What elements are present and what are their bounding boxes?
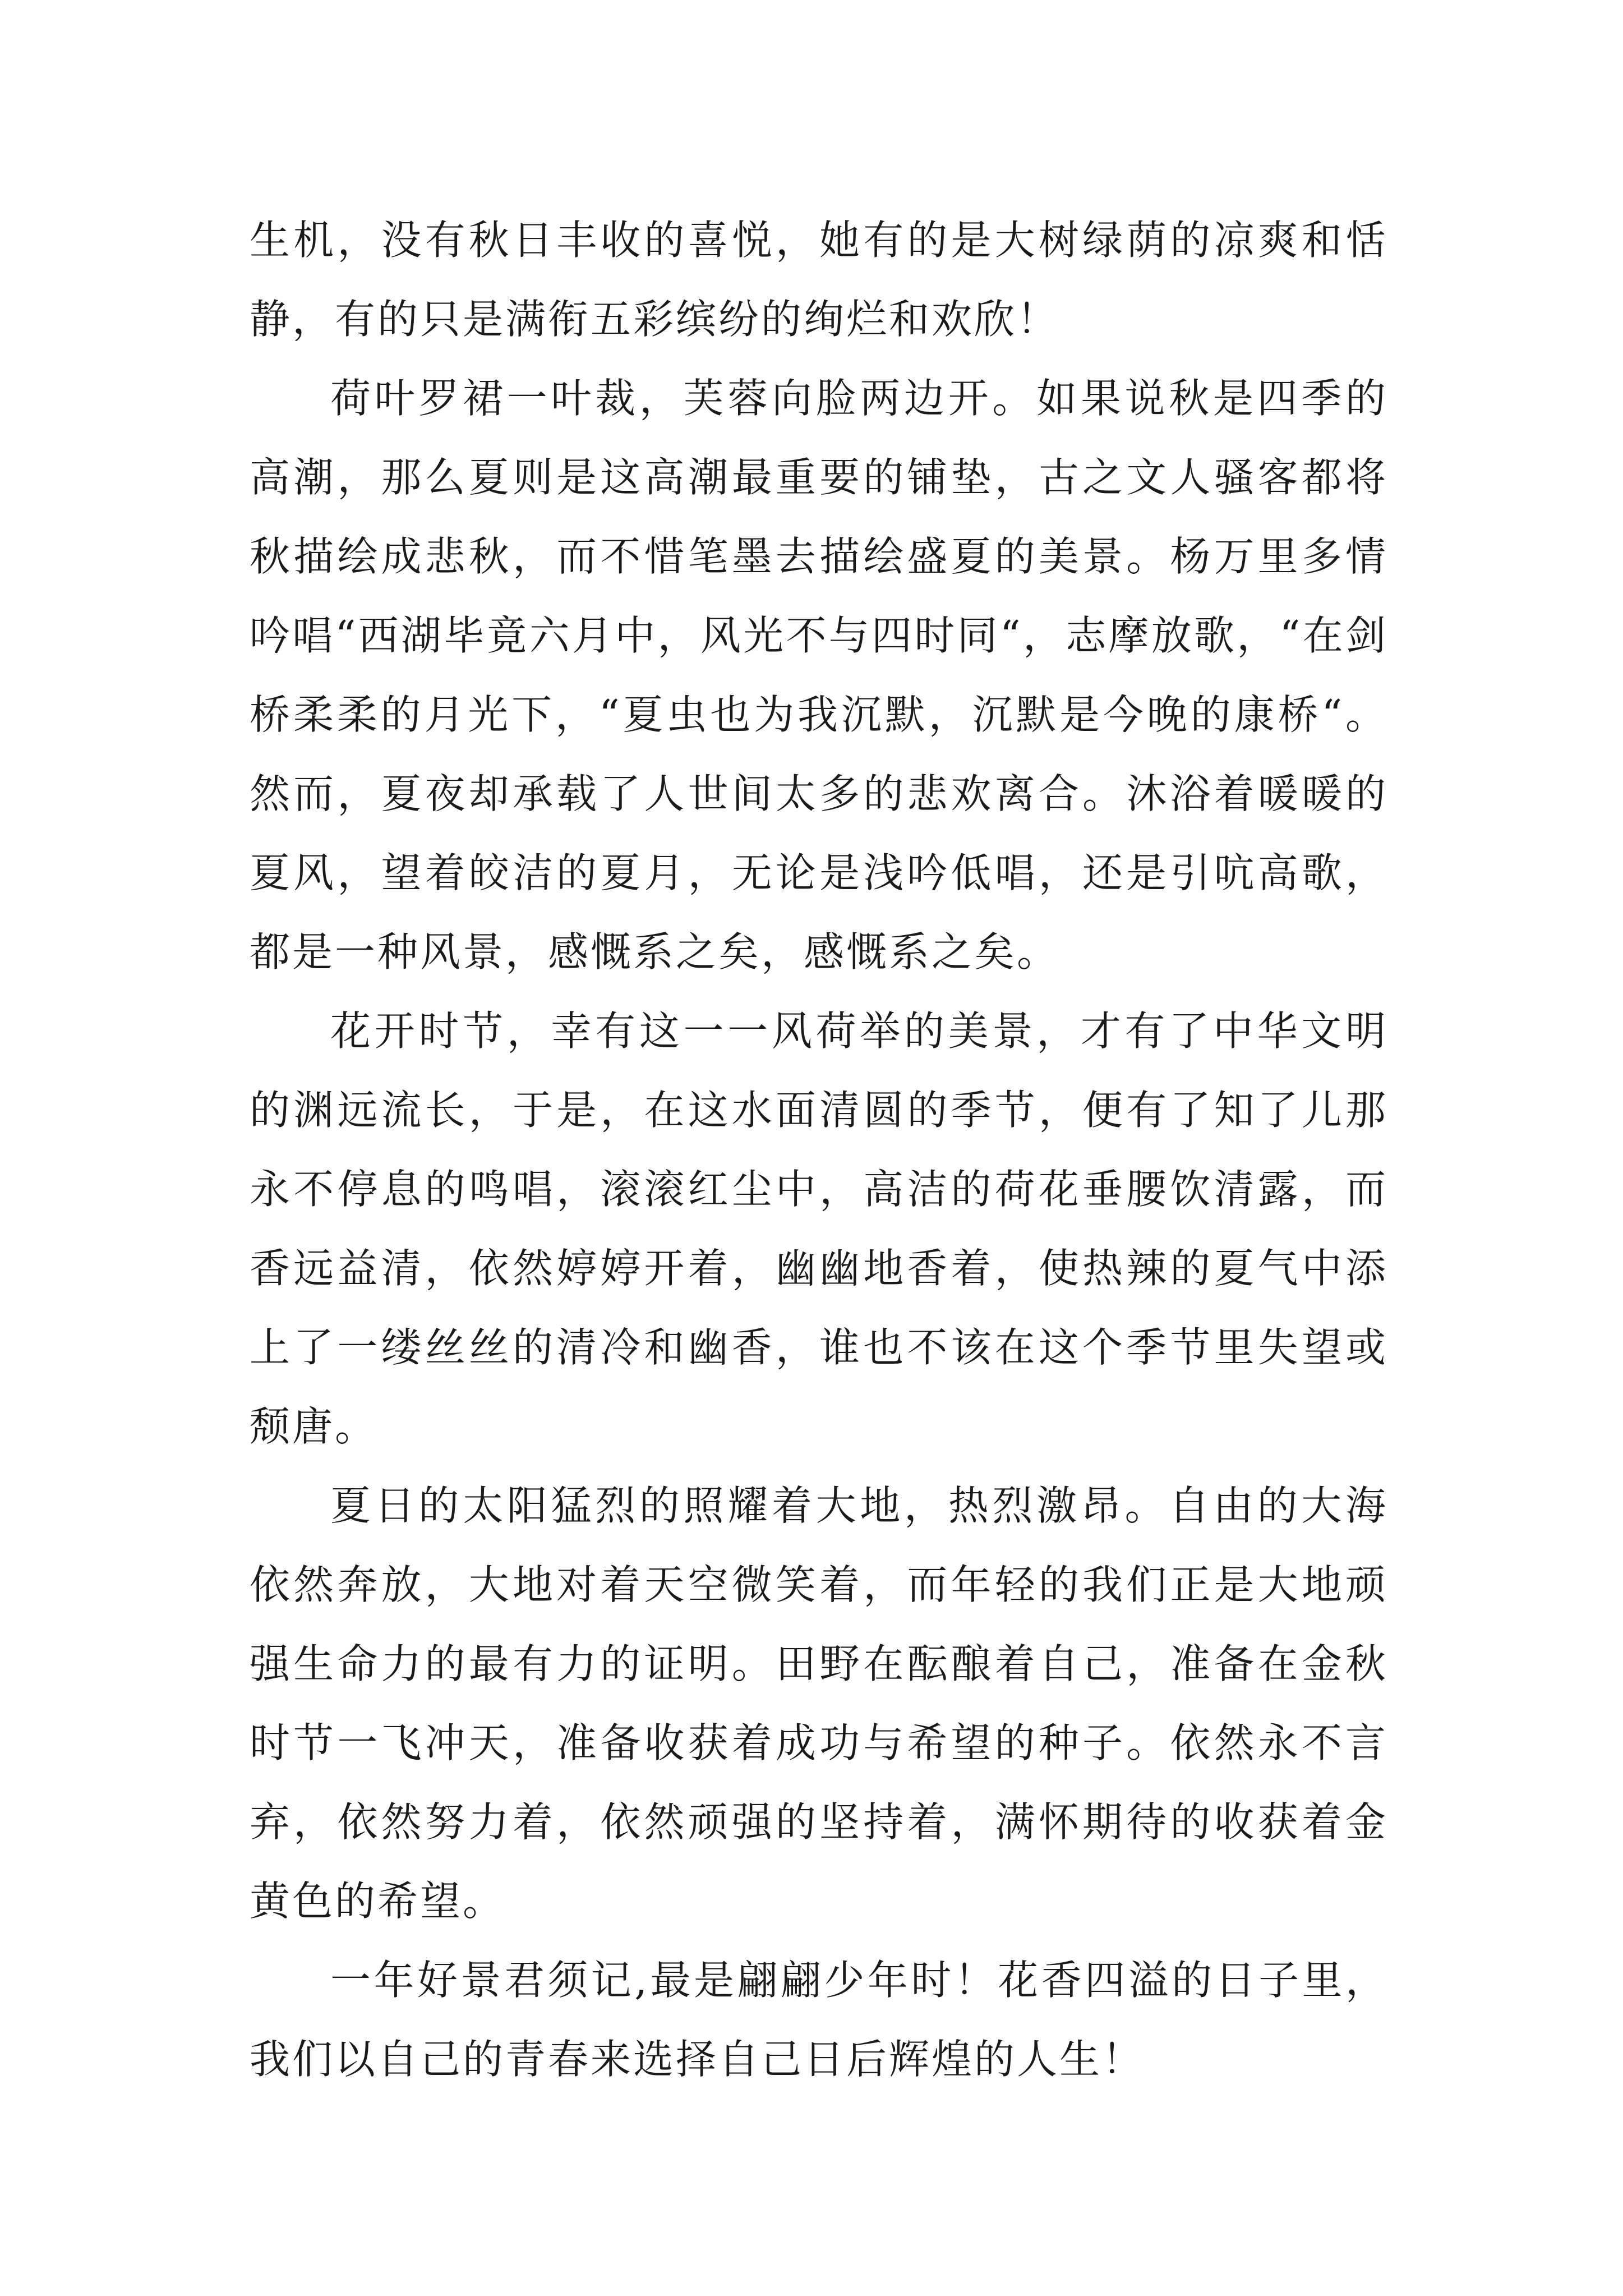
paragraph-1: 生机，没有秋日丰收的喜悦，她有的是大树绿荫的凉爽和恬静，有的只是满衔五彩缤纷的绚烂和欢欣！ bbox=[250, 217, 1388, 343]
paragraph-2: 荷叶罗裙一叶裁，芙蓉向脸两边开。如果说秋是四季的高潮，那么夏则是这高潮最重要的铺垫，古之文人骚客都将秋描绘成悲秋，而不惜笔墨去描绘盛夏的美景。杨万里多情吟唱“西湖毕竟六月中，风光不与四时同“，志摩放歌，“在剑桥柔柔的月光下，“夏虫也为我沉默，沉默是今晚的康桥“。然而，夏夜却承载了人世间太多的悲欢离合。沐浴着暖暖的夏风，望着皎洁的夏月，无论是浅吟低唱，还是引吭高歌，都是一种风景，感慨系之矣，感慨系之矣。 bbox=[250, 375, 1388, 976]
body-text bbox=[250, 201, 1388, 2099]
paragraph-3: 花开时节，幸有这一一风荷举的美景，才有了中华文明的渊远流长，于是，在这水面清圆的季节，便有了知了儿那永不停息的鸣唱，滚滚红尘中，高洁的荷花垂腰饮清露，而香远益清，依然婷婷开着，幽幽地香着，使热辣的夏气中添上了一缕丝丝的清冷和幽香，谁也不该在这个季节里失望或颓唐。 bbox=[250, 1007, 1388, 1450]
paragraph-5: 一年好景君须记,最是翩翩少年时！花香四溢的日子里，我们以自己的青春来选择自己日后辉煌的人生！ bbox=[250, 1957, 1388, 2083]
paragraph-4: 夏日的太阳猛烈的照耀着大地，热烈激昂。自由的大海依然奔放，大地对着天空微笑着，而年轻的我们正是大地顽强生命力的最有力的证明。田野在酝酿着自己，准备在金秋时节一飞冲天，准备收获着成功与希望的种子。依然永不言弃，依然努力着，依然顽强的坚持着，满怀期待的收获着金黄色的希望。 bbox=[250, 1482, 1388, 1925]
